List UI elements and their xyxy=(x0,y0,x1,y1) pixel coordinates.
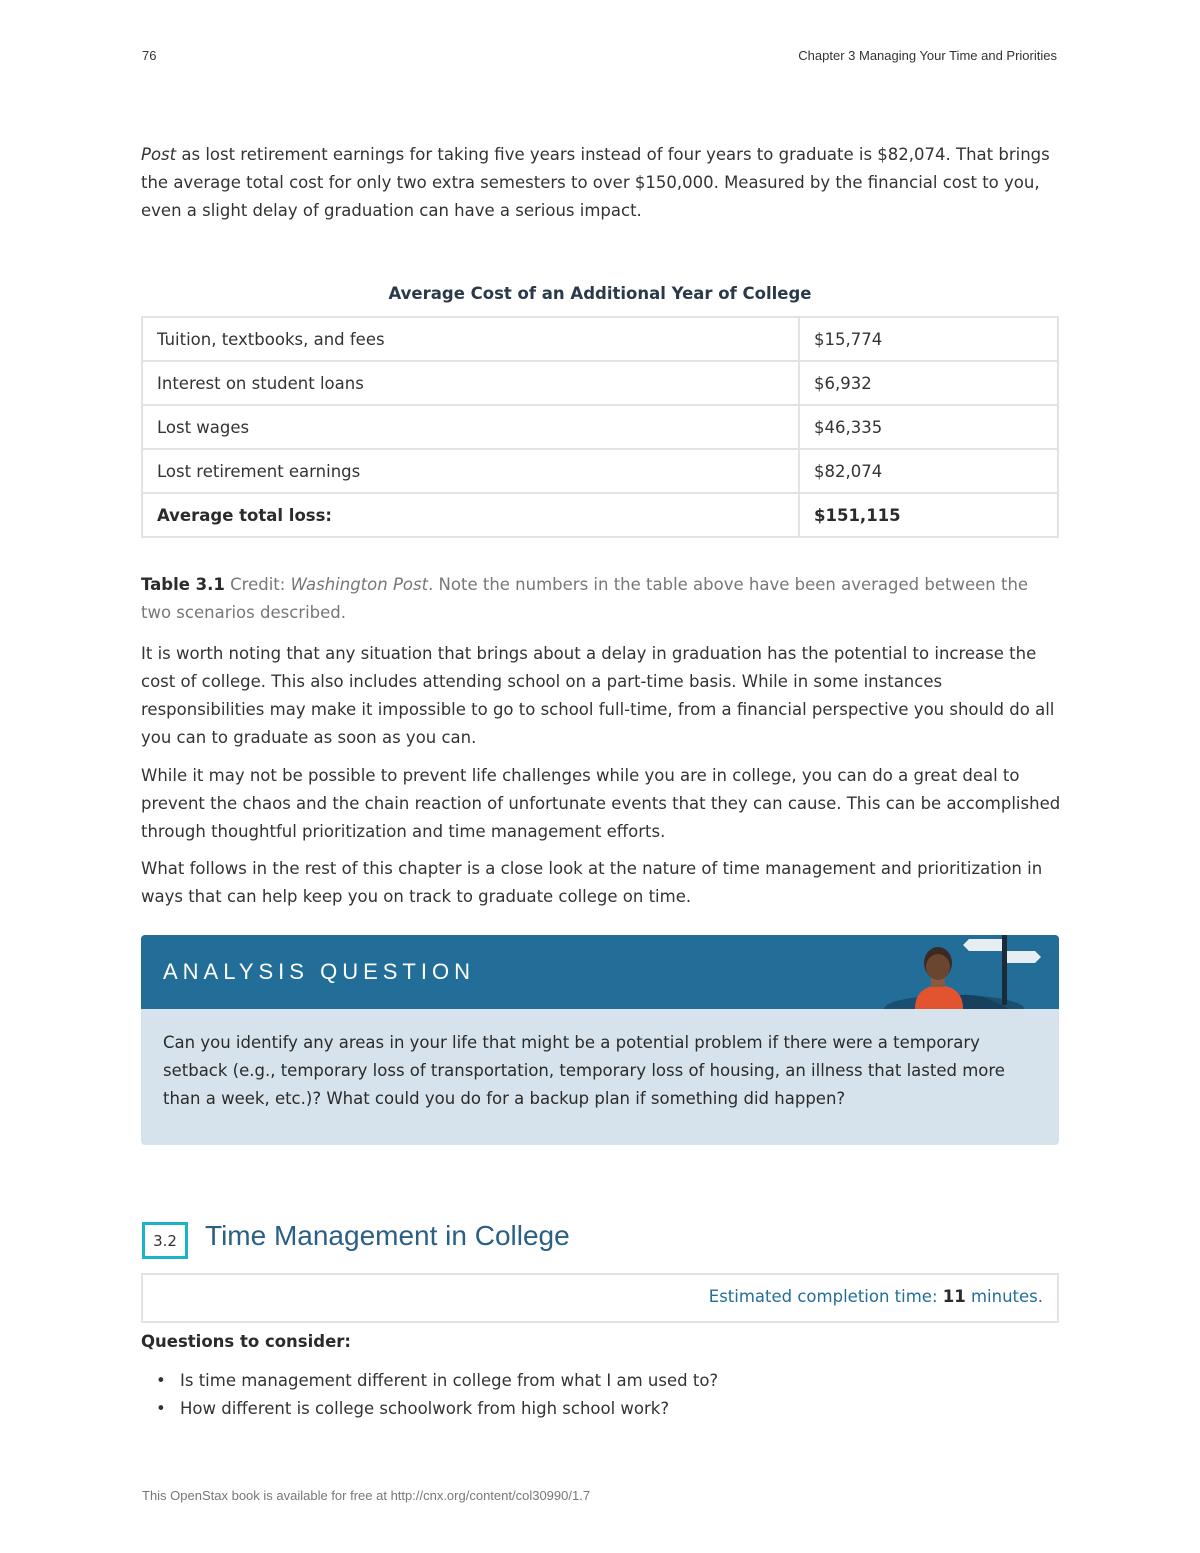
table-row xyxy=(142,405,1058,449)
question-text: How different is college schoolwork from high school work? xyxy=(180,1399,670,1418)
estimate-value: 11 xyxy=(942,1287,966,1306)
analysis-question-box xyxy=(141,935,1059,1145)
row-value: $6,932 xyxy=(799,361,1058,405)
running-head: Chapter 3 Managing Your Time and Priorities xyxy=(798,48,1057,63)
table-row xyxy=(142,361,1058,405)
row-label: Tuition, textbooks, and fees xyxy=(142,317,799,361)
footer-note: This OpenStax book is available for free at http://cnx.org/content/col30990/1.7 xyxy=(142,1488,591,1503)
estimate-box xyxy=(141,1273,1059,1323)
paragraph-delay: It is worth noting that any situation that brings about a delay in graduation has the potential to increase the cost of college. This also includes attending school on a part-time basis. While in some instances responsibilities may make it impossible to go to school full-time, from a financial perspective you should do all you can to graduate as soon as you can. xyxy=(141,644,1055,747)
bullet-icon: • xyxy=(156,1371,166,1390)
caption-label: Table 3.1 xyxy=(141,575,225,594)
analysis-header xyxy=(141,935,1059,1009)
analysis-question-text: Can you identify any areas in your life that might be a potential problem if there were a temporary setback (e.g., temporary loss of transportation, temporary loss of housing, an illness that lasted more than a week, etc.)? What could you do for a backup plan if something did happen? xyxy=(163,1033,1005,1108)
row-label: Lost wages xyxy=(142,405,799,449)
row-value: $82,074 xyxy=(799,449,1058,493)
questions-list xyxy=(141,1367,718,1423)
row-label: Lost retirement earnings xyxy=(142,449,799,493)
row-value: $46,335 xyxy=(799,405,1058,449)
intro-paragraph xyxy=(141,141,1061,225)
caption-note: . Note the numbers in the table above have been averaged between the two scenarios described. xyxy=(141,575,1029,622)
page-number: 76 xyxy=(142,48,157,63)
cost-table xyxy=(141,316,1059,538)
bullet-icon: • xyxy=(156,1399,166,1418)
caption-source: Washington Post xyxy=(290,575,429,594)
intro-source: Post xyxy=(141,145,177,164)
question-text: Is time management different in college from what I am used to? xyxy=(180,1371,719,1390)
estimate-prefix: Estimated completion time: xyxy=(708,1287,943,1306)
table-title: Average Cost of an Additional Year of College xyxy=(388,284,812,303)
analysis-title: ANALYSIS QUESTION xyxy=(163,959,475,984)
section-number: 3.2 xyxy=(142,1222,188,1259)
list-item xyxy=(141,1367,718,1395)
paragraph-chapter-overview: What follows in the rest of this chapter is a close look at the nature of time management and prioritization in ways that can help keep you on track to graduate college on time. xyxy=(141,859,1043,906)
table-caption xyxy=(141,571,1059,627)
row-value: $15,774 xyxy=(799,317,1058,361)
section-title: Time Management in College xyxy=(205,1220,570,1251)
estimate-suffix: minutes. xyxy=(965,1287,1043,1306)
table-row xyxy=(142,449,1058,493)
paragraph-challenges: While it may not be possible to prevent life challenges while you are in college, you can do a great deal to prevent the chaos and the chain reaction of unfortunate events that they can cause. This can be accomplished through thoughtful prioritization and time management efforts. xyxy=(141,766,1061,841)
estimated-completion-time xyxy=(709,1287,1043,1306)
row-label: Interest on student loans xyxy=(142,361,799,405)
total-value: $151,115 xyxy=(799,493,1058,537)
person-signpost-icon xyxy=(859,935,1059,1009)
caption-credit: Credit: xyxy=(224,575,291,594)
questions-heading: Questions to consider: xyxy=(141,1332,352,1351)
total-label: Average total loss: xyxy=(142,493,799,537)
table-row xyxy=(142,317,1058,361)
intro-text: as lost retirement earnings for taking five years instead of four years to graduate is $82,074. That brings the average total cost for only two extra semesters to over $150,000. Measured by the financial cost to you, even a slight delay of graduation can have a serious impact. xyxy=(141,145,1050,220)
table-total-row xyxy=(142,493,1058,537)
list-item xyxy=(141,1395,718,1423)
